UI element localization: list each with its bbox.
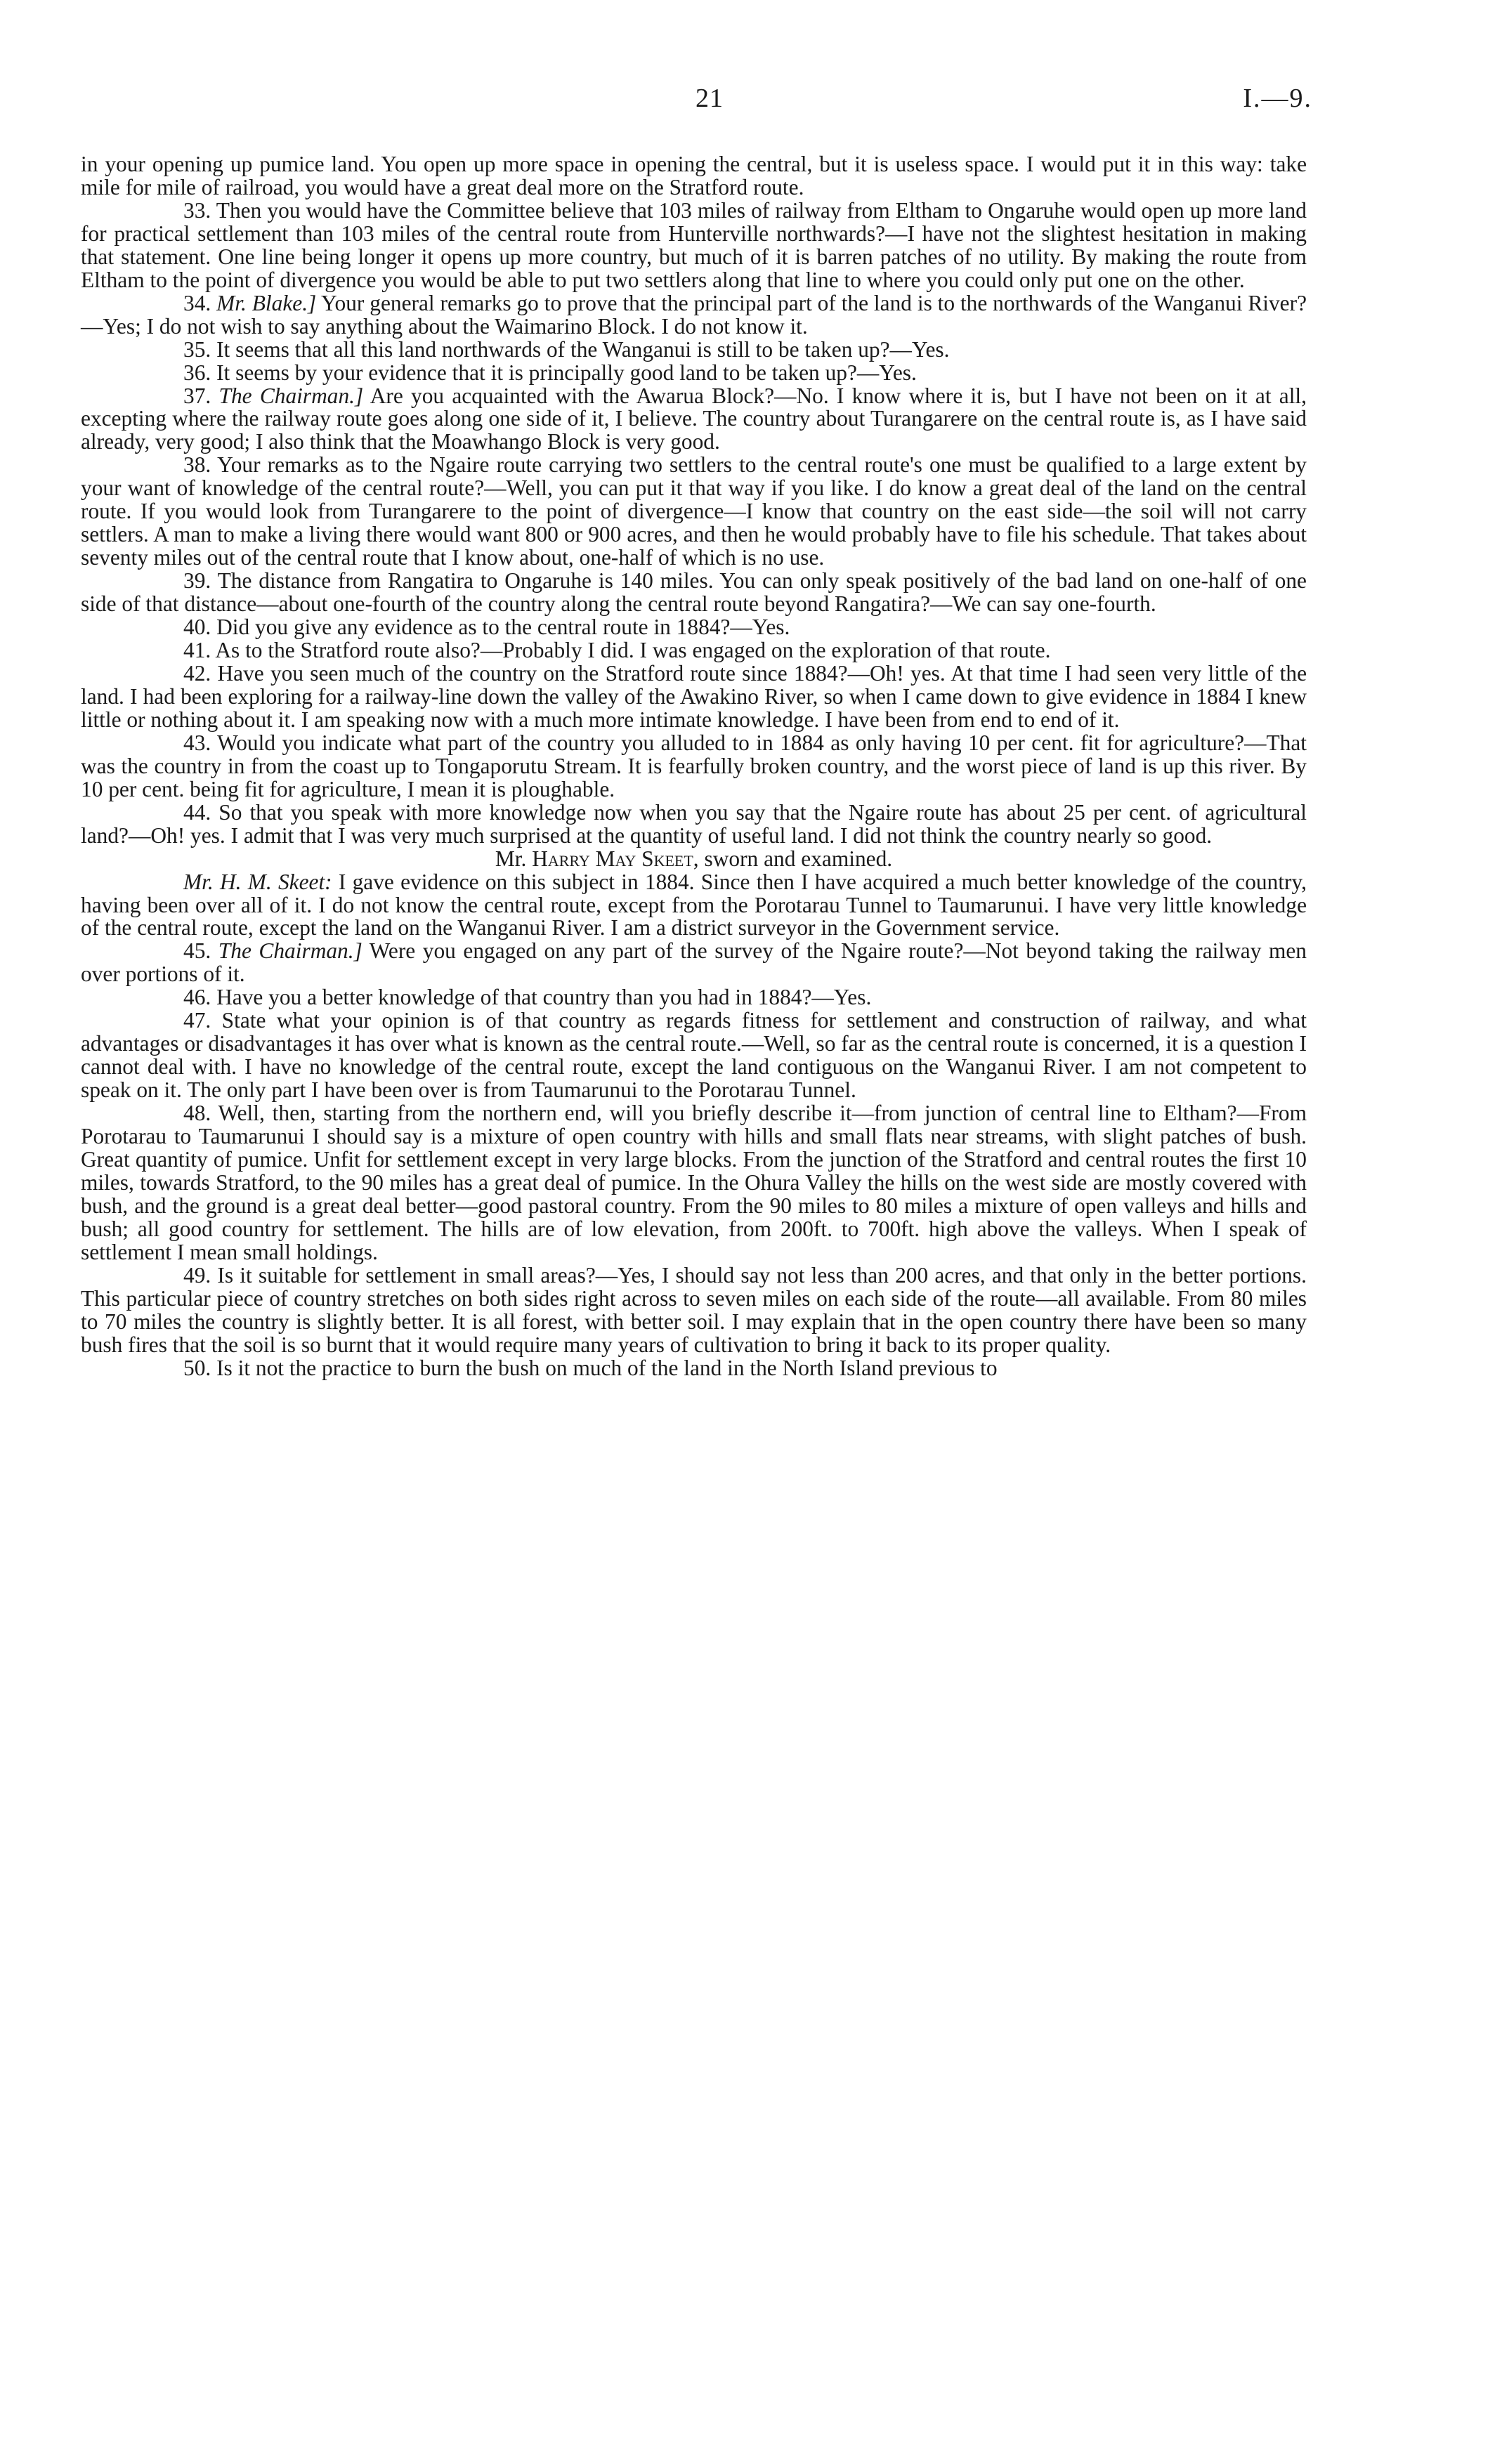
question-41: 41. As to the Stratford route also?—Probably I did. I was engaged on the exploration of that route. (183, 638, 1051, 663)
paper-reference: I.—9. (1243, 84, 1312, 113)
question-text: Are you acquainted with the Awarua Block?—No. I know where it is, but I have not been on it at all, excepting where the railway route goes along one side of it, I believe. The country about Turangarere on the central route is, as I have said already, very good; I also think that the Moawhango Block is very good. (81, 383, 1307, 454)
question-50: 50. Is it not the practice to burn the bush on much of the land in the North Island previous to (183, 1355, 998, 1380)
speaker-name: Mr. H. M. Skeet: (183, 869, 332, 894)
witness-suffix: sworn and examined. (704, 846, 893, 871)
question-39: 39. The distance from Rangatira to Ongaruhe is 140 miles. You can only speak positively of the bad land on one-half of one side of that distance—about one-fourth of the country along the central route beyond Rangatira?—We can say one-fourth. (81, 568, 1307, 617)
question-38: 38. Your remarks as to the Ngaire route carrying two settlers to the central route's one must be qualified to a large extent by your want of knowledge of the central route?—Well, you can put it that way if you like. I do know a great deal of the land on the central route. If you would look from Turangarere to the point of divergence—I know that country on the east side—the soil will not carry settlers. A man to make a living there would want 800 or 900 acres, and then he would probably have to file his schedule. That takes about seventy miles out of the central route that I know about, one-half of which is no use. (81, 452, 1307, 570)
question-40: 40. Did you give any evidence as to the central route in 1884?—Yes. (183, 615, 790, 640)
question-34 (81, 292, 1307, 339)
question-44: 44. So that you speak with more knowledge now when you say that the Ngaire route has about 25 per cent. of agricultural land?—Oh! yes. I admit that I was very much surprised at the quantity of useful land. I did not think the country nearly so good. (81, 799, 1307, 848)
speaker-name: Mr. Blake.] (216, 290, 317, 315)
question-45 (81, 940, 1307, 986)
question-35: 35. It seems that all this land northwards of the Wanganui is still to be taken up?—Yes. (183, 336, 950, 362)
witness-statement (81, 871, 1307, 941)
question-36: 36. It seems by your evidence that it is principally good land to be taken up?—Yes. (183, 360, 917, 385)
question-43: 43. Would you indicate what part of the country you alluded to in 1884 as only having 10 per cent. fit for agriculture?—That was the country in from the coast up to Tongaporutu Stream. It is fearfully broken country, and the worst piece of land is up this river. By 10 per cent. being fit for agriculture, I mean it is ploughable. (81, 730, 1307, 801)
witness-heading (81, 848, 1307, 871)
question-text: Your general remarks go to prove that the principal part of the land is to the northwards of the Wanganui River?—Yes; I do not wish to say anything about the Waimarino Block. I do not know it. (81, 290, 1307, 339)
question-number: 34. (183, 290, 211, 315)
page-number: 21 (696, 84, 724, 113)
statement-text: I gave evidence on this subject in 1884. Since then I have acquired a much better knowledge of the country, having been over all of it. I do not know the central route, except from the Porotarau Tunnel to Taumarunui. I have very little knowledge of the central route, except the land on the Wanganui River. I am a district surveyor in the Government service. (81, 869, 1307, 941)
paragraph-continuation: in your opening up pumice land. You open up more space in opening the central, but it is useless space. I would put it in this way: take mile for mile of railroad, you would have a great deal more on the Stratford route. (81, 152, 1307, 199)
question-42: 42. Have you seen much of the country on the Stratford route since 1884?—Oh! yes. At that time I had seen very little of the land. I had been exploring for a railway-line down the valley of the Awakino River, so when I came down to give evidence in 1884 I knew little or nothing about it. I am speaking now with a much more intimate knowledge. I have been from end to end of it. (81, 660, 1307, 732)
question-48: 48. Well, then, starting from the northern end, will you briefly describe it—from junction of central line to Eltham?—From Porotarau to Taumarunui I should say is a mixture of open country with hills and small flats near streams, with slight patches of bush. Great quantity of pumice. Unfit for settlement except in very large blocks. From the junction of the Stratford and central routes the first 10 miles, towards Stratford, to the 90 miles has a great deal of pumice. In the Ohura Valley the hills on the west side are mostly covered with bush, and the ground is a great deal better—good pastoral country. From the 90 miles to 80 miles a mixture of open valleys and hills and bush; all good country for settlement. The hills are of low elevation, from 200ft. to 700ft. high above the valleys. When I speak of settlement I mean small holdings. (81, 1101, 1307, 1264)
body-text (81, 153, 1307, 1380)
speaker-name: The Chairman.] (218, 383, 364, 408)
witness-prefix: Mr. (495, 846, 527, 871)
question-37 (81, 385, 1307, 454)
page-header (79, 83, 1312, 125)
question-text: Were you engaged on any part of the survey of the Ngaire route?—Not beyond taking the railway men over portions of it. (81, 938, 1307, 987)
question-46: 46. Have you a better knowledge of that country than you had in 1884?—Yes. (183, 985, 872, 1010)
question-49: 49. Is it suitable for settlement in small areas?—Yes, I should say not less than 200 acres, and that only in the better portions. This particular piece of country stretches on both sides right across to seven miles on each side of the route—all available. From 80 miles to 70 miles the country is slightly better. It is all forest, with better soil. I may explain that in the open country there have been so many bush fires that the soil is so burnt that it would require many years of cultivation to bring it back to its proper quality. (81, 1262, 1307, 1357)
question-number: 45. (183, 938, 211, 964)
question-47: 47. State what your opinion is of that country as regards fitness for settlement and construction of railway, and what advantages or disadvantages it has over what is known as the central route.—Well, so far as the central route is concerned, it is a question I cannot deal with. I have no knowledge of the central route, except the land contiguous on the Wanganui River. I am not competent to speak on it. The only part I have been over is from Taumarunui to the Porotarau Tunnel. (81, 1008, 1307, 1103)
speaker-name: The Chairman.] (218, 938, 363, 964)
question-33: 33. Then you would have the Committee believe that 103 miles of railway from Eltham to Ongaruhe would open up more land for practical settlement than 103 miles of the central route from Hunterville northwards?—I have not the slightest hesitation in making that statement. One line being longer it opens up more country, but much of it is barren patches of no utility. By making the route from Eltham to the point of divergence you would be able to put two settlers along that line to where you could only put one on the other. (81, 197, 1307, 292)
witness-name: Harry May Skeet, (532, 846, 699, 871)
question-number: 37. (183, 383, 211, 408)
